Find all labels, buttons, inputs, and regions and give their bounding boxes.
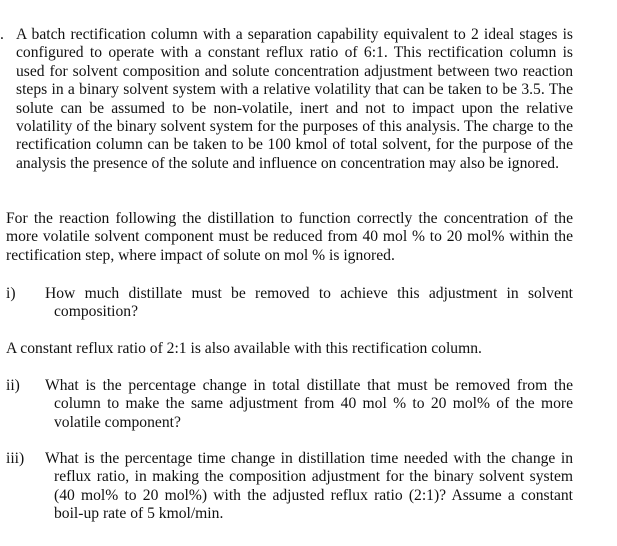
intro-paragraph — [0, 26, 573, 173]
question-ii — [6, 377, 573, 432]
question-text: How much distillate must be removed to achieve this adjustment in solvent composition? — [45, 285, 573, 321]
question-text: What is the percentage change in total distillate that must be removed from the column to make the same adjustment from 40 mol % to 20 mol% of the more volatile component? — [45, 377, 573, 431]
reflux-ratio-paragraph: A constant reflux ratio of 2:1 is also available with this rectification column. — [6, 340, 482, 357]
question-iii — [6, 450, 573, 524]
reaction-requirement-paragraph: For the reaction following the distillation to function correctly the concentration of the more volatile solvent component must be reduced from 40 mol % to 20 mol% within the rectification step, where impact of solute on mol % is ignored. — [6, 210, 573, 264]
question-number: i) — [6, 285, 16, 302]
question-number: ii) — [6, 377, 20, 394]
question-number: iii) — [6, 450, 25, 467]
question-text: What is the percentage time change in distillation time needed with the change in reflux ratio, in making the composition adjustment for the binary solvent system (40 mol% to 20 mol%) with the adjusted reflux ratio (2:1)? Assume a constant boil-up rate of 5 kmol/min. — [45, 450, 573, 523]
intro-list-marker: . — [0, 26, 4, 43]
intro-text: A batch rectification column with a separation capability equivalent to 2 ideal stages is configured to operate with a constant reflux ratio of 6:1. This rectification column is used for solvent composition and solute concentration adjustment between two reaction steps in a binary solvent system with a relative volatility that can be taken to be 3.5. The solute can be assumed to be non-volatile, inert and not to impact upon the relative volatility of the binary solvent system for the purposes of this analysis. The charge to the rectification column can be taken to be 100 kmol of total solvent, for the purpose of the analysis the presence of the solute and influence on concentration may also be ignored. — [16, 26, 573, 172]
question-i — [6, 285, 573, 322]
